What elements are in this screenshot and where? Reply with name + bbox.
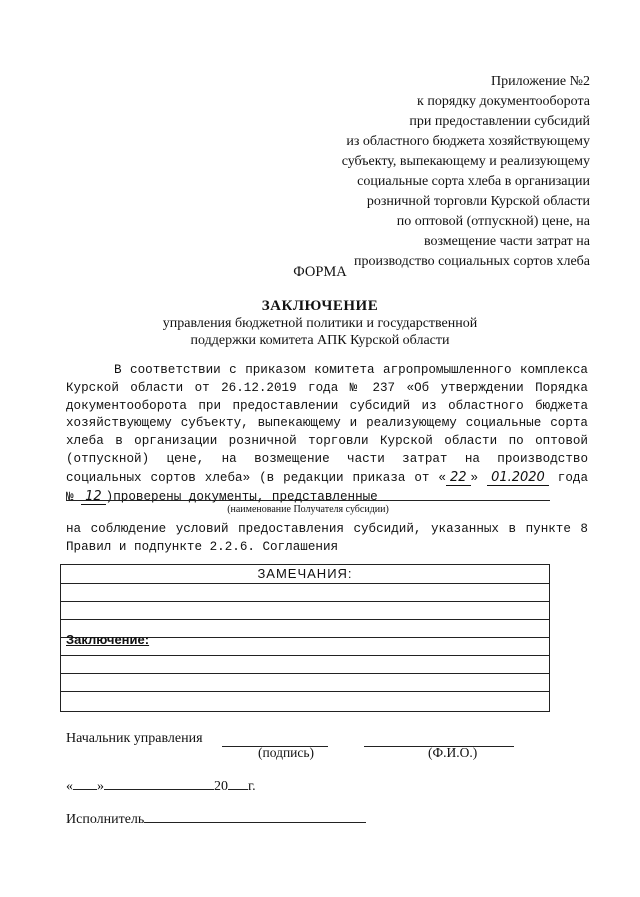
date-close-quote: » xyxy=(97,779,104,794)
name-caption: (Ф.И.О.) xyxy=(428,745,478,760)
year-prefix: 20 xyxy=(214,779,228,794)
handwritten-month-year: 01.2020 xyxy=(487,470,549,486)
appendix-header xyxy=(290,72,590,272)
executor-row xyxy=(66,812,366,828)
remarks-row-line xyxy=(61,601,549,602)
signature-caption: (подпись) xyxy=(258,745,315,760)
appendix-line: розничной торговли Курской области xyxy=(366,194,590,209)
recipient-name-line[interactable] xyxy=(66,500,550,501)
appendix-line: из областного бюджета хозяйствующему xyxy=(346,134,590,149)
body-paragraph xyxy=(66,362,588,506)
remarks-row-line xyxy=(61,673,549,674)
compliance-paragraph: на соблюдение условий предоставления субсидий, указанных в пункте 8 Правил и подпункте 2.2.6. Соглашения xyxy=(66,522,588,554)
appendix-line: социальные сорта хлеба в организации xyxy=(357,174,590,189)
appendix-line: субъекту, выпекающему и реализующему xyxy=(341,154,590,169)
body-text-year: года № xyxy=(66,470,589,504)
recipient-caption: (наименование Получателя субсидии) xyxy=(227,504,389,515)
appendix-line: к порядку документооборота xyxy=(417,94,590,109)
appendix-line: производство социальных сортов хлеба xyxy=(353,254,590,269)
handwritten-day: 22 xyxy=(446,470,471,486)
month-blank[interactable] xyxy=(104,789,214,790)
document-subtitle-1: управления бюджетной политики и государственной xyxy=(162,316,478,331)
head-signature-label: Начальник управления xyxy=(66,731,203,746)
date-row xyxy=(66,779,256,795)
body-text-before-date: В соответствии с приказом комитета агропромышленного комплекса Курской области от 26.12.2019 года № 237 «Об утверждении Порядка документооборота при предоставлении субсидий из областного бюджета хозяйствующему субъекту, выпекающему и реализующему социальные сорта хлеба в организации розничной торговли Курской области по оптовой (отпускной) цене, на возмещение части затрат на производство социальных сортов хлеба» (в редакции приказа от « xyxy=(66,363,588,485)
document-title: ЗАКЛЮЧЕНИЕ xyxy=(261,298,379,314)
year-suffix: г. xyxy=(248,779,256,794)
form-label: ФОРМА xyxy=(293,264,347,280)
remarks-row-line xyxy=(61,583,549,584)
executor-label: Исполнитель xyxy=(66,812,145,827)
conclusion-label: Заключение: xyxy=(66,632,150,647)
document-subtitle-2: поддержки комитета АПК Курской области xyxy=(190,333,450,348)
appendix-line: по оптовой (отпускной) цене, на xyxy=(396,214,590,229)
appendix-line: возмещение части затрат на xyxy=(423,234,590,249)
appendix-line: при предоставлении субсидий xyxy=(409,114,590,129)
handwritten-order-number: 12 xyxy=(81,489,106,505)
year-blank[interactable] xyxy=(228,789,248,790)
remarks-row-line xyxy=(61,655,549,656)
remarks-row-line xyxy=(61,619,549,620)
remarks-label: ЗАМЕЧАНИЯ: xyxy=(257,566,353,581)
date-open-quote: « xyxy=(66,779,73,794)
remarks-row-line xyxy=(61,691,549,692)
quote-close: » xyxy=(470,470,479,485)
executor-blank[interactable] xyxy=(144,822,366,823)
appendix-line: Приложение №2 xyxy=(491,74,590,89)
day-blank[interactable] xyxy=(73,789,97,790)
body-text-after: )проверены документы, представленные xyxy=(105,489,378,504)
